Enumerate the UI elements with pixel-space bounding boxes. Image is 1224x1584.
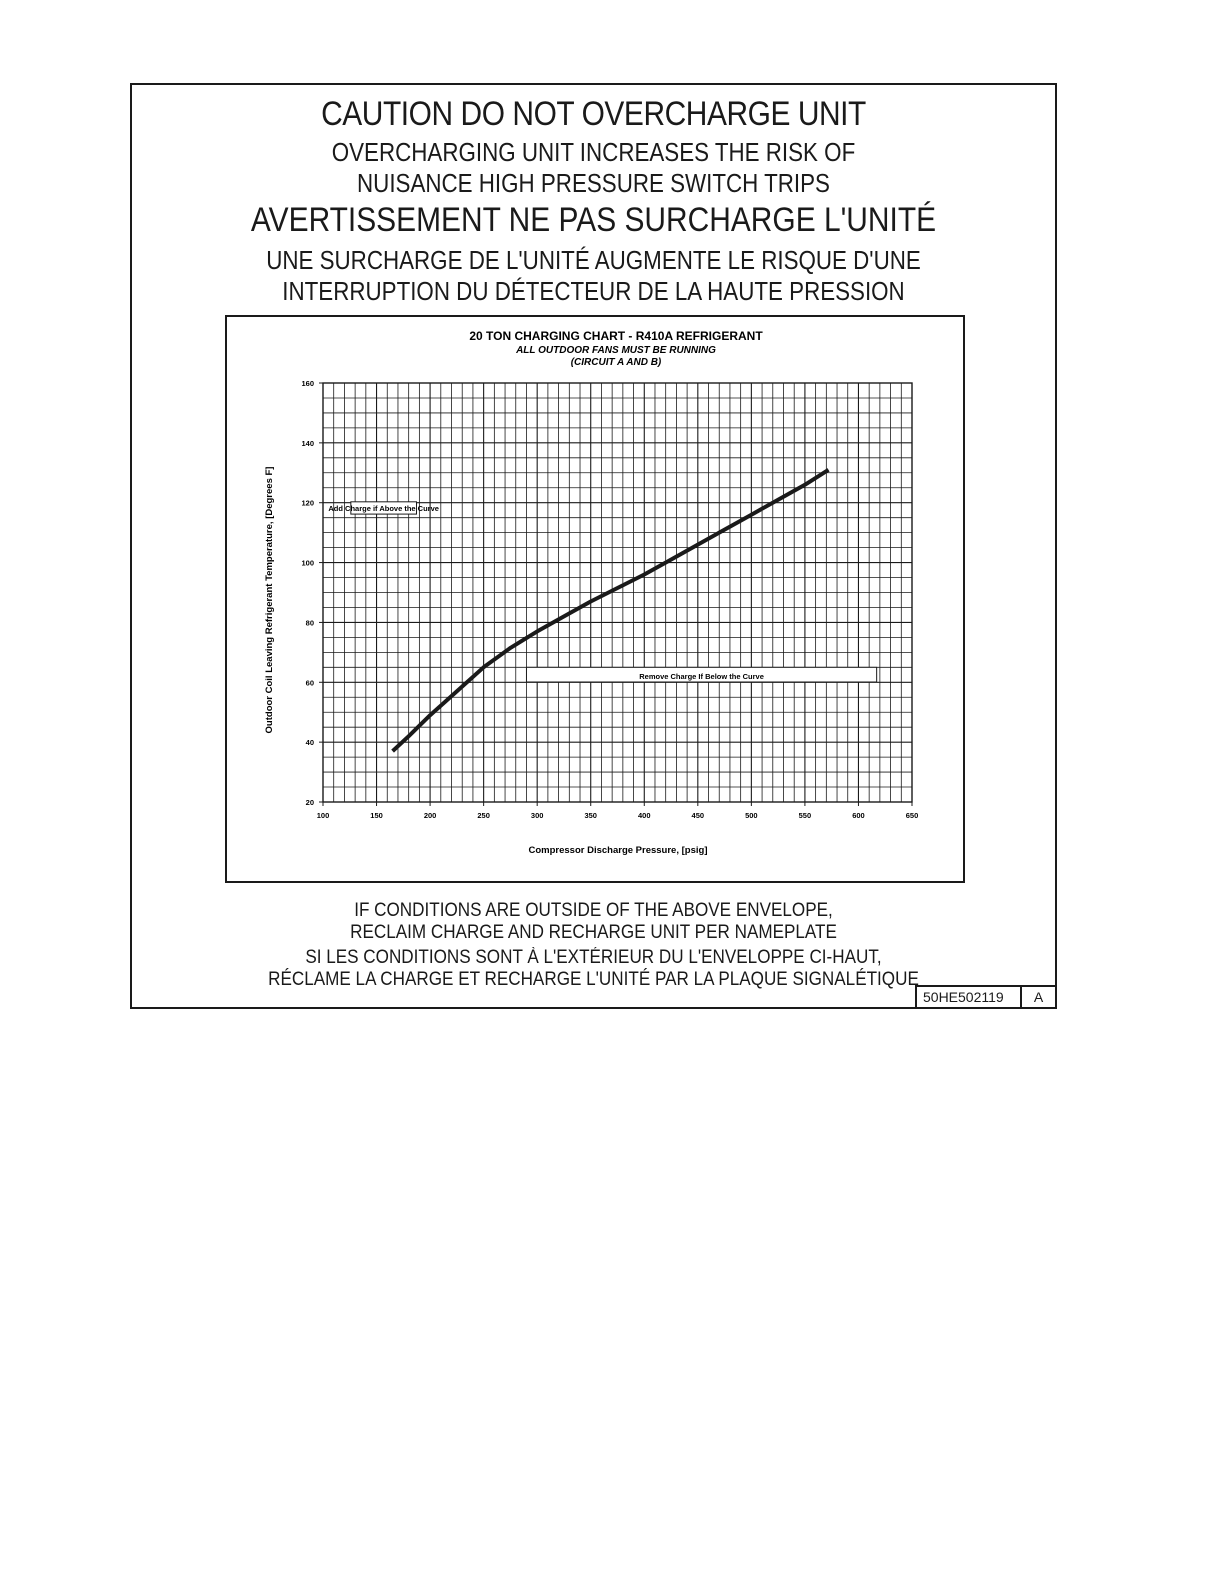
x-tick-label: 600 — [852, 811, 865, 820]
add-charge-annotation — [328, 502, 439, 514]
envelope-note-fr-line1: SI LES CONDITIONS SONT À L'EXTÉRIEUR DU L'ENVELOPPE CI-HAUT, — [305, 947, 882, 968]
x-tick-label: 150 — [370, 811, 383, 820]
x-tick-label: 200 — [423, 811, 437, 820]
chart-grid — [323, 383, 912, 802]
chart-title: 20 TON CHARGING CHART - R410A REFRIGERANT — [469, 329, 763, 343]
charging-chart-svg — [227, 317, 963, 881]
y-tick-label: 60 — [305, 678, 314, 688]
envelope-note-en-line1: IF CONDITIONS ARE OUTSIDE OF THE ABOVE ENVELOPE, — [354, 900, 833, 921]
document-number-box — [915, 985, 1055, 1007]
y-tick-label: 80 — [305, 618, 314, 628]
x-axis-label: Compressor Discharge Pressure, [psig] — [528, 845, 708, 856]
x-tick-label: 550 — [798, 811, 812, 820]
y-tick-label: 160 — [301, 379, 314, 388]
avertissement-text-line1: UNE SURCHARGE DE L'UNITÉ AUGMENTE LE RISQUE D'UNE — [266, 245, 921, 275]
x-tick-label: 250 — [477, 811, 490, 820]
document-number: 50HE502119 — [917, 987, 1022, 1007]
x-tick-label: 300 — [530, 811, 544, 820]
x-tick-label: 100 — [316, 811, 330, 820]
envelope-note-fr — [178, 947, 1009, 991]
envelope-note-en — [178, 900, 1009, 944]
y-tick-label: 20 — [305, 798, 314, 807]
x-tick-label: 500 — [745, 811, 758, 820]
x-tick-label: 650 — [905, 811, 919, 820]
chart-series — [393, 470, 829, 751]
chart-subtitle-2: (CIRCUIT A AND B) — [570, 357, 662, 368]
avertissement-text-line2: INTERRUPTION DU DÉTECTEUR DE LA HAUTE PRESSION — [282, 276, 905, 306]
remove-charge-text: Remove Charge If Below the Curve — [639, 671, 764, 681]
remove-charge-annotation — [526, 667, 876, 682]
avertissement-text — [197, 245, 991, 307]
y-tick-label: 140 — [301, 438, 314, 448]
x-tick-label: 350 — [584, 811, 597, 820]
caution-title: CAUTION DO NOT OVERCHARGE UNIT — [321, 95, 866, 133]
add-charge-text: Add Charge if Above the Curve — [328, 504, 439, 514]
charging-curve-line — [393, 470, 829, 751]
caution-text — [197, 137, 991, 199]
envelope-note-en-line2: RECLAIM CHARGE AND RECHARGE UNIT PER NAMEPLATE — [350, 922, 837, 943]
caution-text-line1: OVERCHARGING UNIT INCREASES THE RISK OF — [331, 137, 856, 167]
y-tick-label: 100 — [301, 558, 314, 568]
caution-label — [130, 83, 1057, 1009]
chart-ticks — [301, 379, 918, 820]
x-tick-label: 450 — [691, 811, 705, 820]
charging-chart — [225, 315, 965, 883]
caution-text-line2: NUISANCE HIGH PRESSURE SWITCH TRIPS — [357, 168, 830, 198]
avertissement-title: AVERTISSEMENT NE PAS SURCHARGE L'UNITÉ — [250, 201, 937, 239]
chart-subtitle-1: ALL OUTDOOR FANS MUST BE RUNNING — [516, 345, 716, 356]
revision-letter: A — [1033, 989, 1044, 1005]
envelope-note-fr-line2: RÉCLAME LA CHARGE ET RECHARGE L'UNITÉ PAR LA PLAQUE SIGNALÉTIQUE — [268, 969, 919, 990]
y-axis-label: Outdoor Coil Leaving Refrigerant Temperature, [Degrees F] — [264, 466, 275, 734]
y-tick-label: 120 — [301, 498, 314, 508]
y-tick-label: 40 — [305, 738, 314, 748]
x-tick-label: 400 — [638, 811, 651, 820]
